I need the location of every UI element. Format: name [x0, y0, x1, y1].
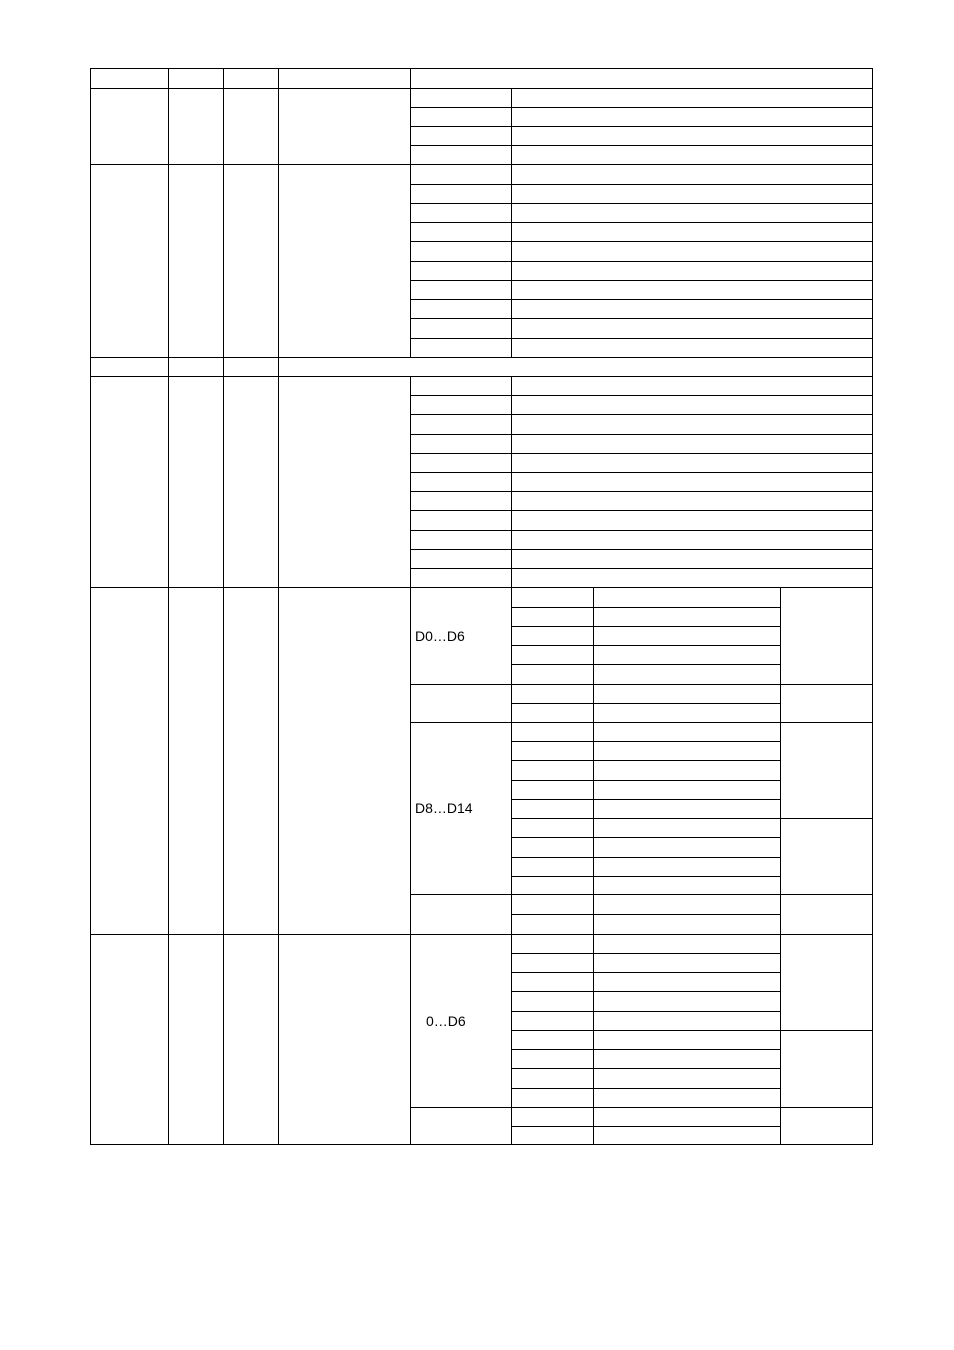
bit-range-label-d8-d14: D8…D14 — [415, 800, 473, 816]
bit-range-label-d0-d6: D0…D6 — [415, 628, 465, 644]
bit-range-label-0-d6: 0…D6 — [426, 1013, 466, 1029]
